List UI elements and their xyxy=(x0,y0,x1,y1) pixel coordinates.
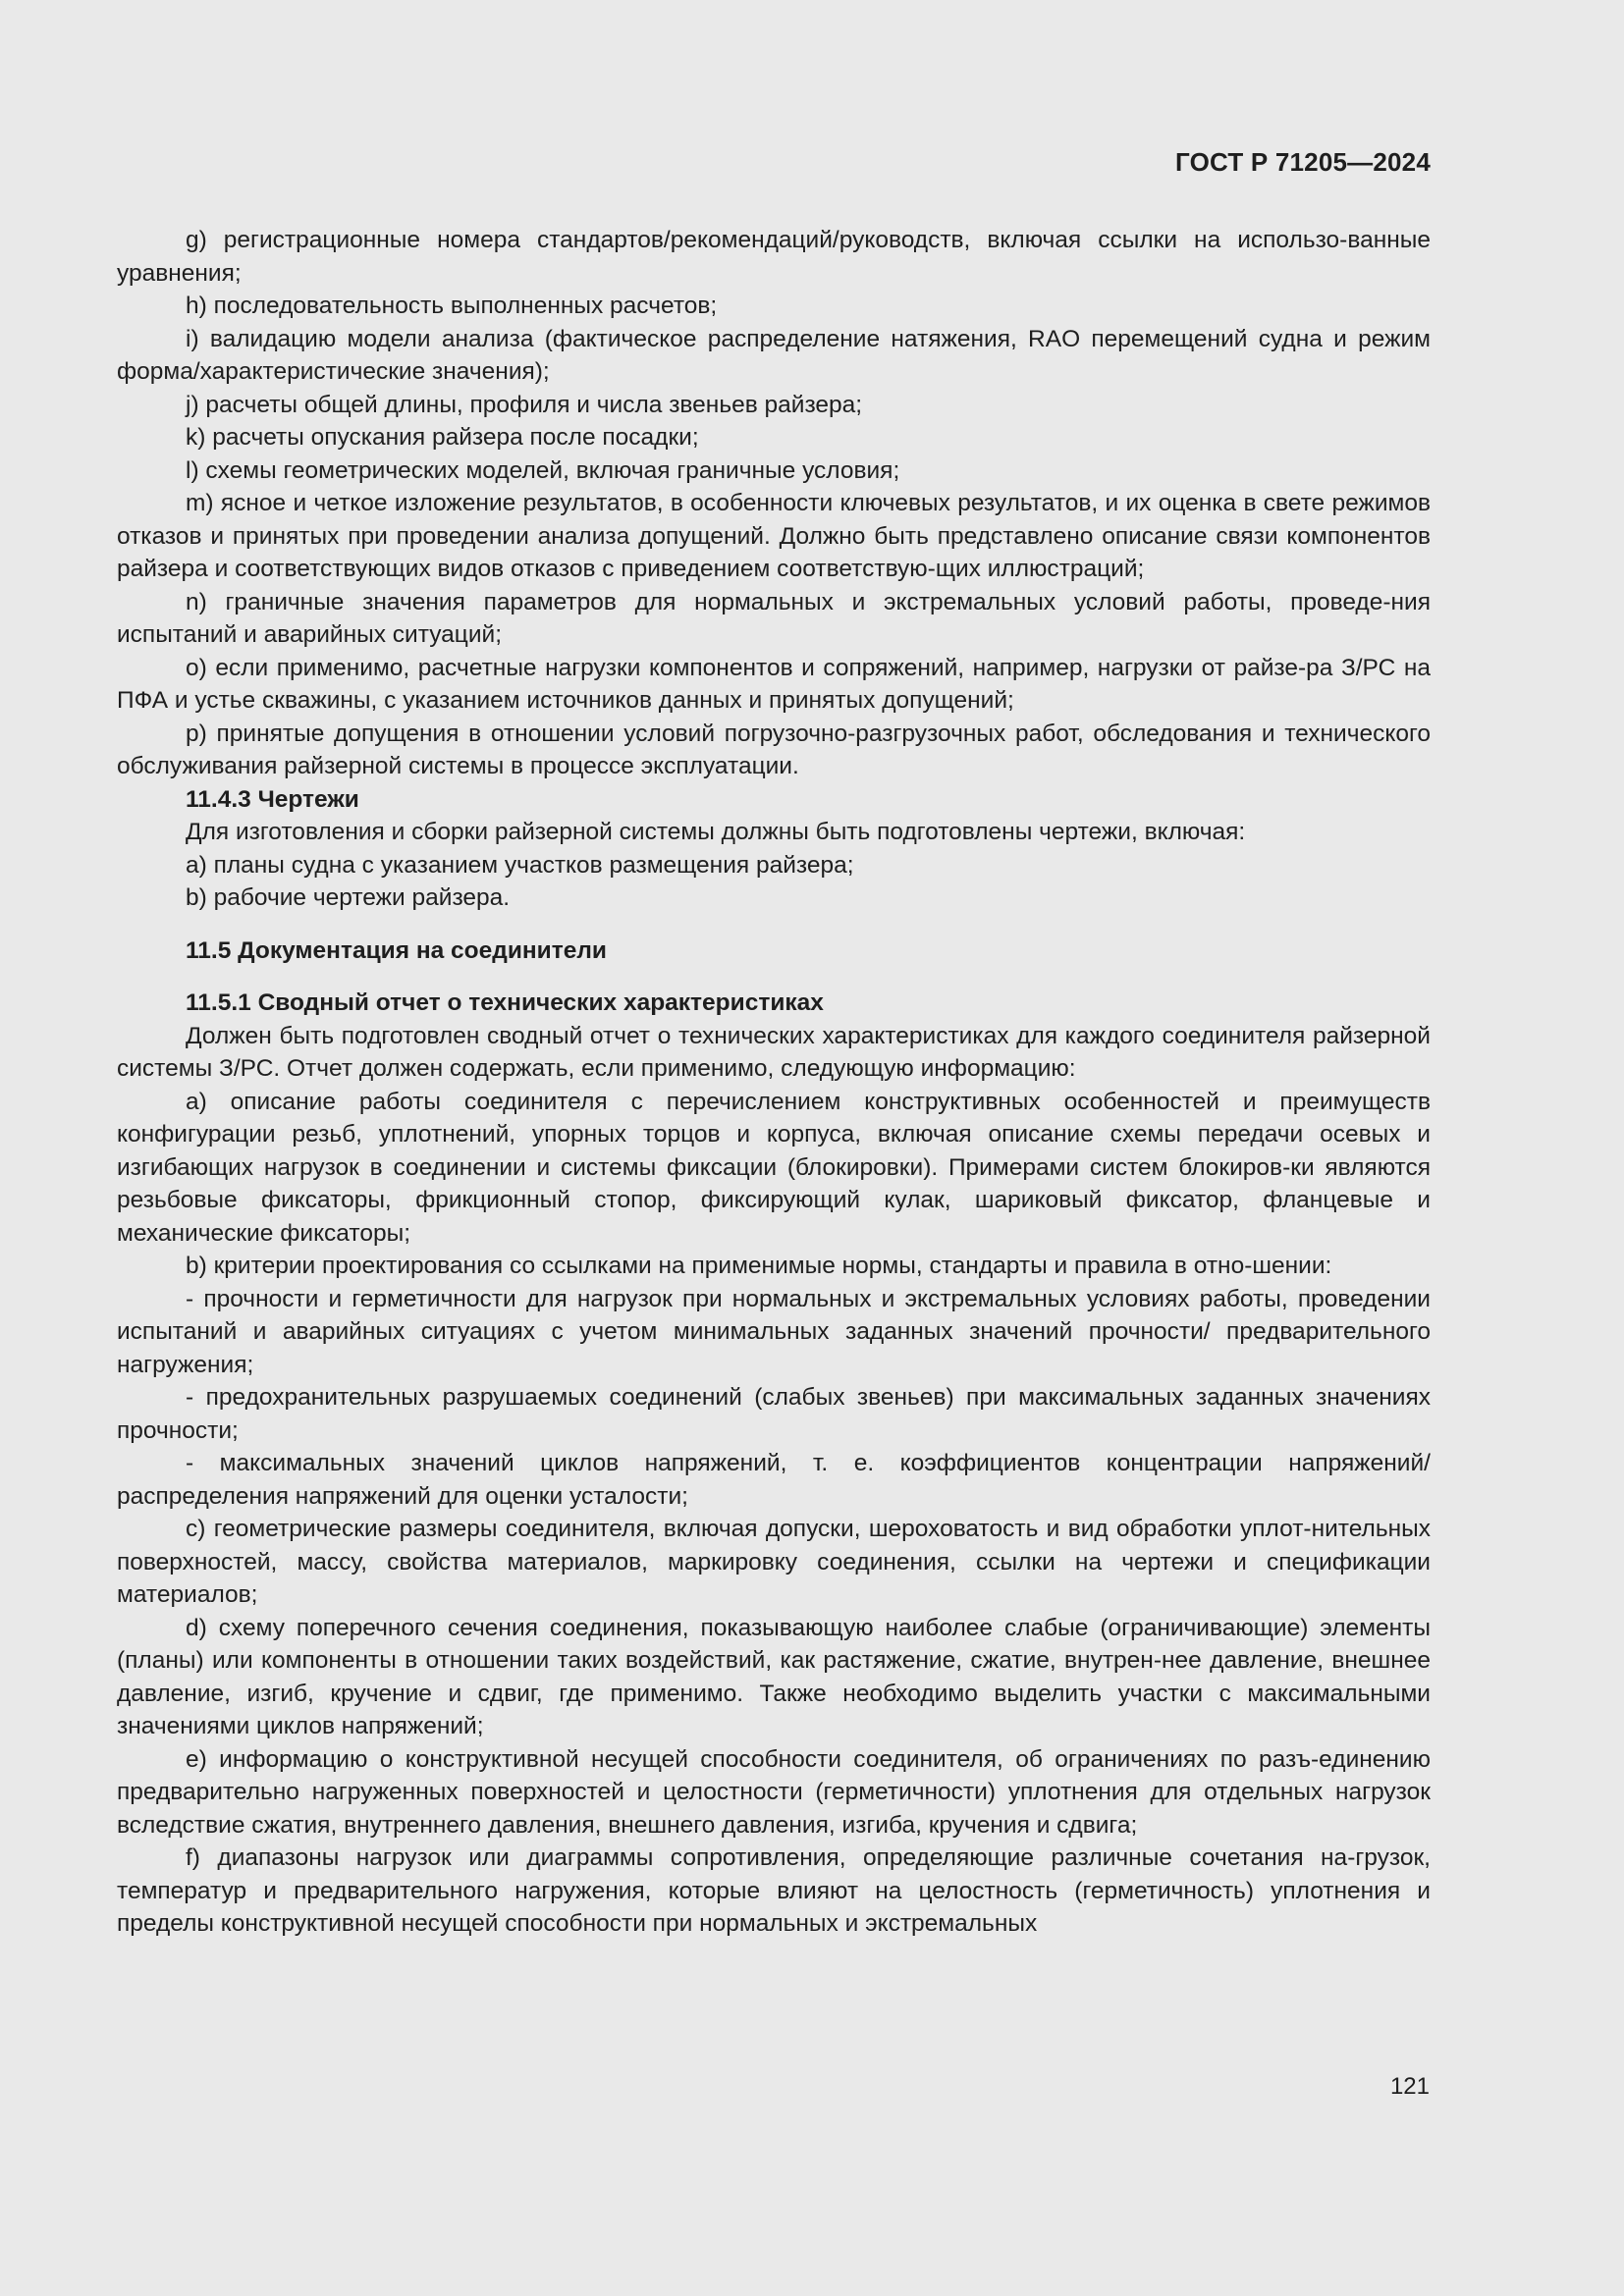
drawings-item-b: b) рабочие чертежи райзера. xyxy=(186,884,511,911)
report-item-a: a) описание работы соединителя с перечислением конструктивных особенностей и преимуществ конфигурации резьб, уплотнений, упорных торцов и корпуса, включая описание схемы передачи осевых и изгибающих нагрузок в соединении и системы фиксации (блокировки). Примерами систем блокиров-ки являются резьбовые фиксаторы, фрикционный стопор, фиксирующий кулак, шариковый фиксатор, фланцевые и механические фиксаторы; xyxy=(117,1088,1431,1247)
drawings-item-a: a) планы судна с указанием участков размещения райзера; xyxy=(186,851,854,879)
page-body xyxy=(117,224,1431,1941)
list-item-n: n) граничные значения параметров для нормальных и экстремальных условий работы, проведе-ния испытаний и аварийных ситуаций; xyxy=(117,588,1431,648)
report-item-b-dash-2: - предохранительных разрушаемых соединений (слабых звеньев) при максимальных заданных значениях прочности; xyxy=(117,1384,1431,1444)
page-number: 121 xyxy=(1389,2073,1430,2100)
list-item-o: o) если применимо, расчетные нагрузки компонентов и сопряжений, например, нагрузки от райзе-ра З/РС на ПФА и устье скважины, с указанием источников данных и принятых допущений; xyxy=(117,654,1431,714)
list-item-h: h) последовательность выполненных расчетов; xyxy=(186,293,718,319)
report-item-b-dash-1: - прочности и герметичности для нагрузок при нормальных и экстремальных условиях работы, проведении испытаний и аварийных ситуациях с учетом минимальных заданных значений прочности/ предварительного нагружения; xyxy=(117,1285,1431,1378)
report-item-e: e) информацию о конструктивной несущей способности соединителя, об ограничениях по разъ-единению предварительно нагруженных поверхностей и целостности (герметичности) уплотнения для отдельных нагрузок вследствие сжатия, внутреннего давления, внешнего давления, изгиба, кручения и сдвига; xyxy=(117,1745,1431,1839)
list-item-m: m) ясное и четкое изложение результатов, в особенности ключевых результатов, и их оценка в свете режимов отказов и принятых при проведении анализа допущений. Должно быть представлено описание связи компонентов райзера и соответствующих видов отказов с приведением соответствую-щих иллюстраций; xyxy=(117,490,1431,582)
section-heading-11-5-1: 11.5.1 Сводный отчет о технических характеристиках xyxy=(186,989,824,1016)
report-item-b-dash-3: - максимальных значений циклов напряжений, т. е. коэффициентов концентрации напряжений/ распределения напряжений для оценки усталости; xyxy=(117,1450,1431,1510)
report-item-d: d) схему поперечного сечения соединения, показывающую наиболее слабые (ограничивающие) элементы (планы) или компоненты в отношении таких воздействий, как растяжение, сжатие, внутрен-нее давление, внешнее давление, изгиб, кручение и сдвиг, где применимо. Также необходимо выделить участки с максимальными значениями циклов напряжений; xyxy=(117,1614,1431,1739)
report-item-b: b) критерии проектирования со ссылками на применимые нормы, стандарты и правила в отно-шении: xyxy=(186,1253,1332,1279)
section-heading-11-4-3: 11.4.3 Чертежи xyxy=(186,785,359,813)
list-item-i: i) валидацию модели анализа (фактическое распределение натяжения, RAO перемещений судна и режим форма/характеристические значения); xyxy=(117,325,1431,385)
list-item-k: k) расчеты опускания райзера после посадки; xyxy=(186,424,699,451)
report-item-c: c) геометрические размеры соединителя, включая допуски, шероховатость и вид обработки уплот-нительных поверхностей, массу, свойства материалов, маркировку соединения, ссылки на чертежи и спецификации материалов; xyxy=(117,1516,1431,1608)
list-item-g: g) регистрационные номера стандартов/рекомендаций/руководств, включая ссылки на использо-ванные уравнения; xyxy=(117,227,1431,287)
report-intro: Должен быть подготовлен сводный отчет о технических характеристиках для каждого соединителя райзерной системы З/РС. Отчет должен содержать, если применимо, следующую информацию: xyxy=(117,1022,1431,1082)
drawings-intro: Для изготовления и сборки райзерной системы должны быть подготовлены чертежи, включая: xyxy=(186,819,1246,845)
report-item-f: f) диапазоны нагрузок или диаграммы сопротивления, определяющие различные сочетания на-грузок, температур и предварительного нагружения, которые влияют на целостность (герметичность) уплотнения и пределы конструктивной несущей способности при нормальных и экстремальных xyxy=(117,1844,1431,1937)
list-item-p: p) принятые допущения в отношении условий погрузочно-разгрузочных работ, обследования и технического обслуживания райзерной системы в процессе эксплуатации. xyxy=(117,720,1431,779)
list-item-j: j) расчеты общей длины, профиля и числа звеньев райзера; xyxy=(186,391,863,418)
section-heading-11-5: 11.5 Документация на соединители xyxy=(186,936,607,964)
list-item-l: l) схемы геометрических моделей, включая граничные условия; xyxy=(186,456,900,484)
standard-id-header: ГОСТ Р 71205—2024 xyxy=(1175,147,1431,177)
